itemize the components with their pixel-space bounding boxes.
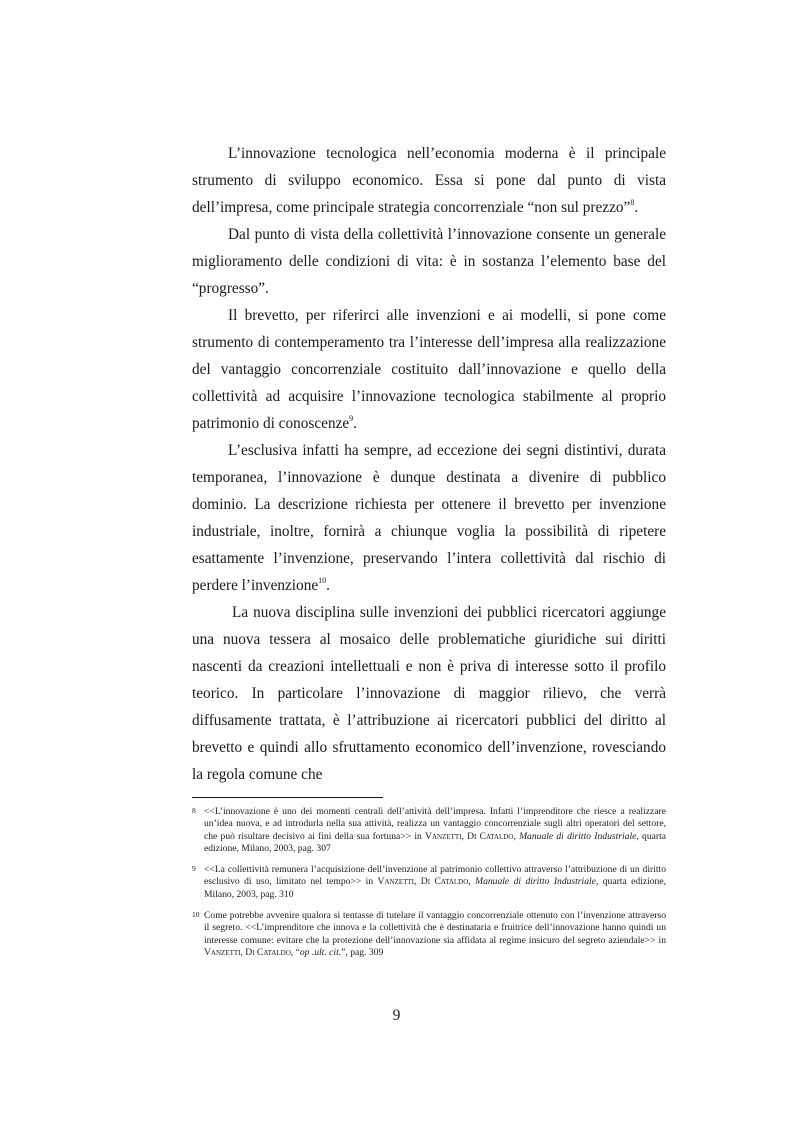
footnotes xyxy=(192,806,666,968)
footnote-number: 8 xyxy=(192,806,196,815)
paragraph-4: L’esclusiva infatti ha sempre, ad eccezione dei segni distintivi, durata temporanea, l’innovazione è dunque destinata a divenire di pubblico dominio. La descrizione richiesta per ottenere il brevetto per invenzione industriale, inoltre, fornirà a chiunque voglia la possibilità di ripetere esattamente l’invenzione, preservando l’intera collettività dal rischio di perdere l’invenzione$^{10}$. xyxy=(192,442,666,594)
footnote-book-title: Manuale di diritto Industriale xyxy=(475,876,596,888)
footnote-authors: Vanzetti, Di Cataldo xyxy=(377,876,469,888)
body-text xyxy=(192,140,666,788)
footnote-book-title: Manuale di diritto Industriale xyxy=(519,830,637,842)
paragraph-3: Il brevetto, per riferirci alle invenzioni e ai modelli, si pone come strumento di contemperamento tra l’interesse dell’impresa alla realizzazione del vantaggio concorrenziale costituito dall’innovazione e quello della collettività ad acquisire l’innovazione tecnologica stabilmente al proprio patrimonio di conoscenze$^9$. xyxy=(192,307,666,432)
footnote-authors: Vanzetti, Di Cataldo xyxy=(204,946,291,958)
paragraph-2: Dal punto di vista della collettività l’innovazione consente un generale miglioramento delle condizioni di vita: è in sostanza l’elemento base del “progresso”. xyxy=(192,226,666,297)
footnote-ref-10[interactable]: 10 xyxy=(318,576,327,585)
page-number: 9 xyxy=(392,1007,401,1024)
footnote-book-title: op .ult. cit. xyxy=(299,946,342,958)
footnote-number: 10 xyxy=(192,910,200,920)
footnote-10: 10 Come potrebbe avvenire qualora si tentasse di tutelare il vantaggio concorrenziale ottenuto con l’invenzione attraverso il segreto. <<L’imprenditore che innova e la collettività che è destinataria e fruitrice dell’innovazione hanno quindi un interesse comune: evitare che la protezione dell’innovazione sia affidata al regime insicuro del segreto aziendale>> in Vanzetti, Di Cataldo, “op .ult. cit.”, pag. 309 xyxy=(192,910,666,958)
footnote-authors: Vanzetti, Di Cataldo xyxy=(425,830,514,842)
footnote-9: 9 <<La collettività remunera l’acquisizione dell’invenzione al patrimonio collettivo attraverso l’attribuzione di un diritto esclusivo di uso, limitato nel tempo>> in Vanzetti, Di Cataldo, Manuale di diritto Industriale, quarta edizione, Milano, 2003, pag. 310 xyxy=(192,864,666,900)
footnote-8: 8 <<L’innovazione è uno dei momenti centrali dell’attività dell’impresa. Infatti l’imprenditore che riesce a realizzare un’idea nuova, e ad introdurla nella sua attività, realizza un vantaggio concorrenziale sugli altri operatori del settore, che può risultare decisivo ai fini della sua fortuna>> in Vanzetti, Di Cataldo, Manuale di diritto Industriale, quarta edizione, Milano, 2003, pag. 307 xyxy=(192,806,666,854)
footnote-ref-9[interactable]: 9 xyxy=(349,414,354,423)
footnote-ref-8[interactable]: 8 xyxy=(630,198,635,207)
footnote-number: 9 xyxy=(192,864,196,874)
footnote-separator xyxy=(192,797,383,798)
paragraph-5: La nuova disciplina sulle invenzioni dei pubblici ricercatori aggiunge una nuova tessera al mosaico delle problematiche giuridiche sui diritti nascenti da creazioni intellettuali e non è priva di interesse sotto il profilo teorico. In particolare l’innovazione di maggior rilievo, che verrà diffusamente trattata, è l’attribuzione ai ricercatori pubblici del diritto al brevetto e quindi allo sfruttamento economico dell’invenzione, rovesciando la regola comune che xyxy=(192,604,666,783)
paragraph-1: L’innovazione tecnologica nell’economia moderna è il principale strumento di sviluppo economico. Essa si pone dal punto di vista dell’impresa, come principale strategia concorrenziale “non sul prezzo”$^8$. xyxy=(192,145,666,216)
